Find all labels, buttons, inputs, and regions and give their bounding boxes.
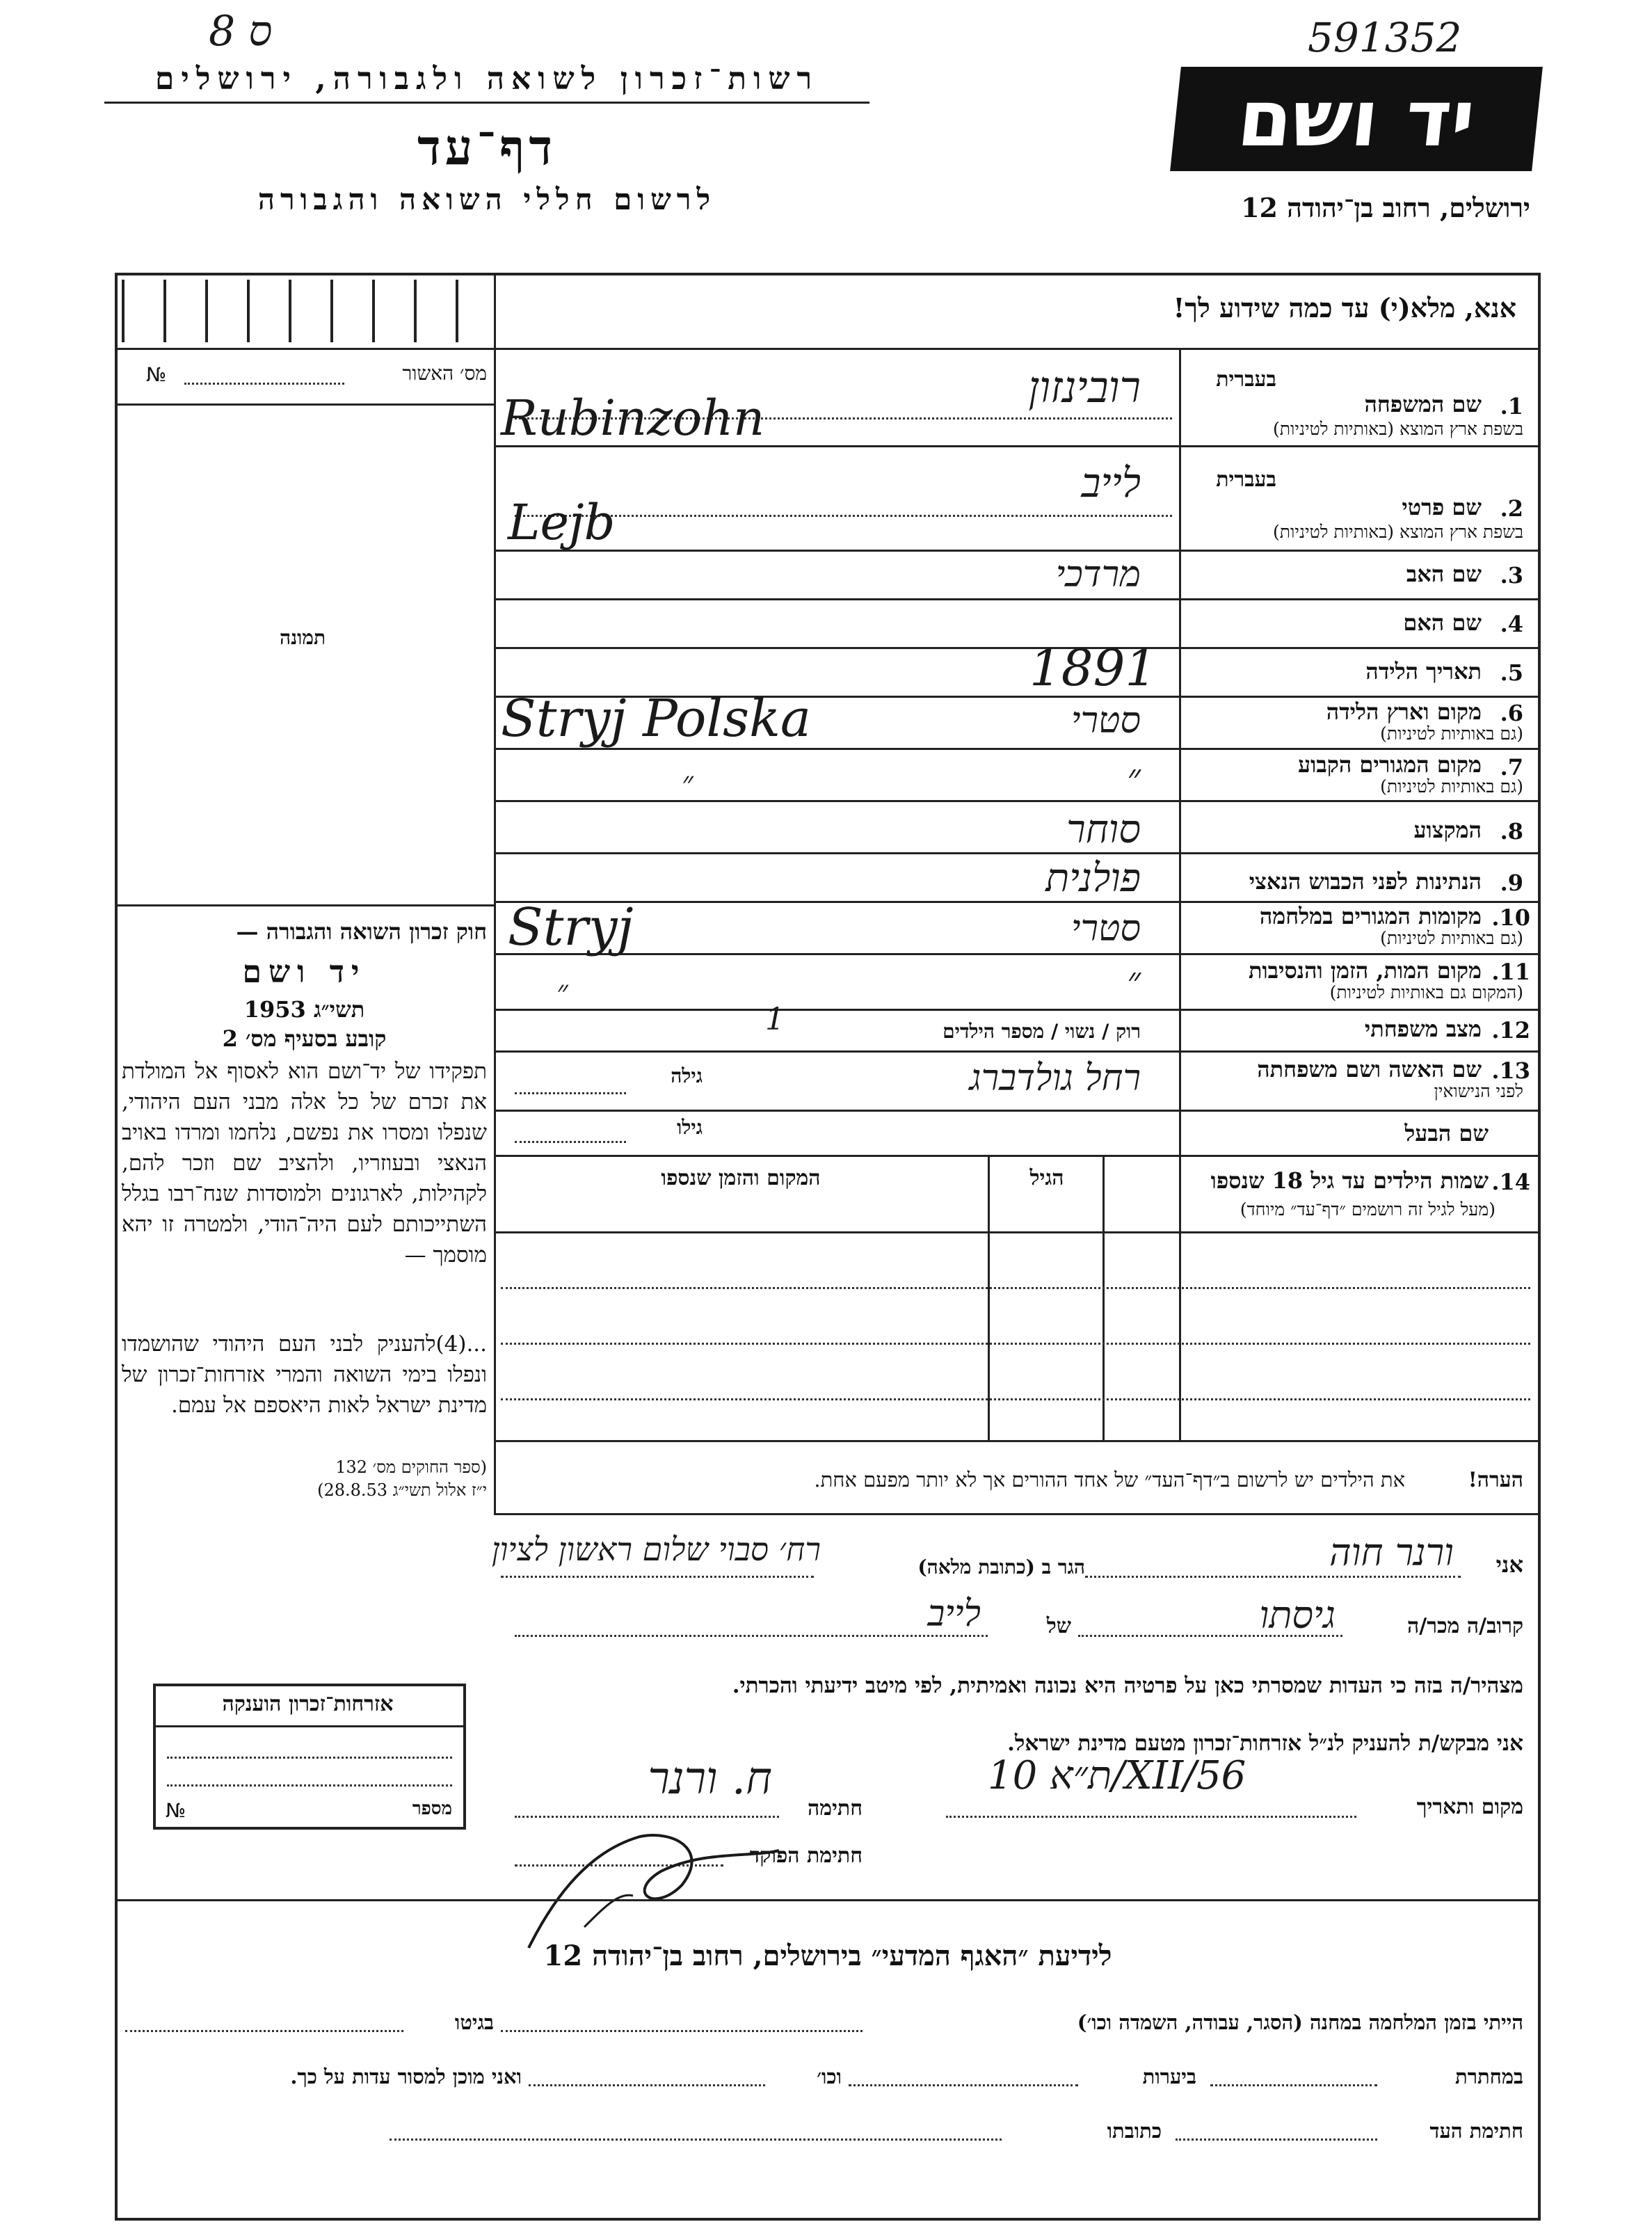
footer-line2-b: ביערות bbox=[1142, 2065, 1196, 2088]
declarant-of-label: של bbox=[1046, 1614, 1071, 1638]
row-line-4 bbox=[494, 647, 1541, 649]
row-line-11 bbox=[494, 1009, 1541, 1011]
field-11-value-latin: ״ bbox=[556, 974, 568, 1009]
label-column-divider bbox=[1179, 348, 1181, 1440]
footer-line1-dots-b bbox=[125, 2030, 403, 2032]
declare-text: מצהיר/ה בזה כי העדות שמסרתי כאן על פרטיה היא נכונה ואמיתית, לפי מיטב ידיעתי והכרתי. bbox=[732, 1673, 1523, 1698]
footer-line3-dots-b bbox=[390, 2139, 1002, 2141]
field-11-num: 11. bbox=[1491, 959, 1530, 985]
field-2-label: שם פרטי bbox=[1402, 494, 1482, 520]
handwritten-corner-left: ס 8 bbox=[209, 7, 273, 56]
photo-bottom-line bbox=[115, 904, 494, 906]
officer-label: חתימת הפוקד bbox=[749, 1844, 863, 1868]
children-col-1 bbox=[1102, 1155, 1105, 1440]
form-subtitle: לרשום חללי השואה והגבורה bbox=[257, 182, 716, 216]
law-clause: קובע בסעיף מס׳ 2 bbox=[222, 1025, 387, 1052]
law-ref-2: י״ז אלול תשי״ג 28.8.53) bbox=[317, 1480, 487, 1500]
field-13-age-label: גילה bbox=[671, 1064, 703, 1087]
citizenship-box-line-1 bbox=[153, 1725, 466, 1727]
field-1-sub: בשפת ארץ המוצא (באותיות לטיניות) bbox=[1273, 419, 1523, 439]
approval-dots bbox=[184, 383, 344, 385]
field-5-num: 5. bbox=[1500, 660, 1523, 686]
note-bottom-line bbox=[494, 1513, 1541, 1515]
declarant-resides-label: הגר ב (כתובת מלאה) bbox=[917, 1556, 1085, 1578]
children-col-place: המקום והזמן שנספו bbox=[661, 1166, 821, 1190]
field-1-value-he: רובינזון bbox=[1028, 362, 1141, 413]
address-line: ירושלים, רחוב בן־יהודה 12 bbox=[1241, 192, 1530, 223]
request-text: אני מבקש/ת להעניק לנ״ל אזרחות־זכרון מטעם מדינת ישראל. bbox=[1007, 1731, 1523, 1756]
row-line-12 bbox=[494, 1050, 1541, 1053]
field-11-value-he: ״ bbox=[1127, 960, 1141, 1002]
field-1-num: 1. bbox=[1500, 393, 1523, 419]
field-11-sub: (המקום גם באותיות לטיניות) bbox=[1329, 982, 1523, 1002]
field-13-sub: לפני הנישואין bbox=[1434, 1081, 1523, 1101]
place-date-label: מקום ותאריך bbox=[1416, 1795, 1523, 1819]
officer-signature bbox=[501, 1809, 793, 1962]
declarant-i-label: אני bbox=[1495, 1551, 1523, 1578]
field-7-value-he: ״ bbox=[1127, 757, 1141, 799]
field-13-value: רחל גולדברג bbox=[969, 1057, 1141, 1099]
approval-suffix: № bbox=[146, 363, 167, 386]
children-sub: (מעל לגיל זה רושמים ״דף־עד״ מיוחד) bbox=[1240, 1199, 1495, 1220]
field-4-label: שם האם bbox=[1403, 609, 1482, 636]
footer-line2-dots-b bbox=[849, 2084, 1078, 2086]
footer-line2-d: ואני מוכן למסור עדות על כך. bbox=[290, 2065, 522, 2088]
note-left-line bbox=[494, 1440, 496, 1513]
field-6-value-he: סטרי bbox=[1070, 700, 1141, 742]
footer-line3-a: חתימת העד bbox=[1429, 2119, 1523, 2143]
field-10-sub: (גם באותיות לטיניות) bbox=[1380, 928, 1523, 948]
handwritten-corner-right: 591352 bbox=[1308, 14, 1462, 61]
field-7-sub: (גם באותיות לטיניות) bbox=[1380, 776, 1523, 797]
field-8-num: 8. bbox=[1500, 818, 1523, 845]
field-husband-label: שם הבעל bbox=[1404, 1120, 1489, 1146]
field-2-value-latin: Lejb bbox=[508, 494, 616, 551]
field-husband-age-dots bbox=[515, 1141, 626, 1143]
field-13-label: שם האשה ושם משפחתה bbox=[1257, 1056, 1482, 1082]
field-3-value-he: מרדכי bbox=[1055, 554, 1141, 596]
declarant-address-value: רח׳ סבוי שלום ראשון לציון bbox=[491, 1530, 821, 1568]
field-1-value-latin: Rubinzohn bbox=[501, 390, 765, 447]
citizenship-box-dots-2 bbox=[167, 1784, 452, 1787]
left-panel-divider bbox=[494, 273, 496, 1441]
field-2-sub: בשפת ארץ המוצא (באותיות לטיניות) bbox=[1273, 522, 1523, 542]
note-text: את הילדים יש לרשום ב״דף־העד״ של אחד ההורים אך לא יותר מפעם אחת. bbox=[814, 1468, 1405, 1492]
row-line-13 bbox=[494, 1110, 1541, 1112]
field-5-value-he: 1891 bbox=[1029, 639, 1157, 697]
citizenship-box-dots-1 bbox=[167, 1757, 452, 1759]
law-title: חוק זכרון השואה והגבורה — bbox=[236, 918, 487, 945]
declarant-i-value: ורנר חוה bbox=[1329, 1530, 1454, 1574]
field-9-label: הנתינות לפני הכבוש הנאצי bbox=[1249, 868, 1482, 895]
field-5-label: תאריך הלידה bbox=[1365, 658, 1482, 685]
yad-vashem-logo bbox=[1170, 67, 1543, 171]
footer-line1-dots-a bbox=[501, 2030, 863, 2032]
field-13-age-dots bbox=[515, 1092, 626, 1094]
field-2-num: 2. bbox=[1500, 495, 1523, 522]
declarant-address-dots bbox=[501, 1576, 814, 1578]
row-line-3 bbox=[494, 598, 1541, 600]
field-6-sub: (גם באותיות לטיניות) bbox=[1380, 724, 1523, 744]
law-name: יד ושם bbox=[242, 954, 367, 990]
intro-text: אנא, מלא(י) עד כמה שידוע לך! bbox=[1173, 292, 1516, 323]
declarant-of-value: לייב bbox=[927, 1593, 981, 1635]
footer-line2-c: וכו׳ bbox=[817, 2065, 842, 2088]
photo-label: תמונה bbox=[279, 626, 326, 649]
children-label: שמות הילדים עד גיל 18 שנספו bbox=[1210, 1167, 1489, 1194]
children-col-2 bbox=[988, 1155, 990, 1440]
field-3-num: 3. bbox=[1500, 562, 1523, 589]
field-1-label: שם המשפחה bbox=[1364, 391, 1482, 417]
children-row-2 bbox=[501, 1343, 1530, 1345]
declarant-relative-label: קרוב/ה מכר/ה bbox=[1407, 1614, 1523, 1638]
citizenship-box-title: אזרחות־זכרון הוענקה bbox=[222, 1692, 394, 1716]
field-3-label: שם האב bbox=[1406, 561, 1482, 587]
note-label: הערה! bbox=[1468, 1468, 1523, 1492]
field-6-value-latin: Stryj Polska bbox=[501, 689, 812, 749]
place-date-value: ת״א 10/XII/56 bbox=[988, 1753, 1246, 1798]
footer-line3-b: כתובתו bbox=[1107, 2119, 1162, 2143]
field-12-value: 1 bbox=[765, 1002, 785, 1037]
field-1-hebrew-tag: בעברית bbox=[1216, 367, 1276, 392]
footer-line2-dots-a bbox=[1210, 2084, 1377, 2086]
field-6-num: 6. bbox=[1500, 700, 1523, 726]
approval-ticks bbox=[122, 280, 483, 342]
signature-value: ח. ורנר bbox=[648, 1753, 772, 1805]
approval-underline bbox=[115, 403, 494, 406]
field-4-num: 4. bbox=[1500, 611, 1523, 637]
footer-line2-dots-c bbox=[529, 2084, 765, 2086]
field-9-value-he: פולנית bbox=[1045, 856, 1141, 901]
children-row-1 bbox=[501, 1287, 1530, 1289]
field-8-label: המקצוע bbox=[1413, 817, 1482, 843]
field-10-value-he: סטרי bbox=[1070, 908, 1141, 950]
footer-line2-a: במחתרת bbox=[1455, 2065, 1523, 2088]
note-top-line bbox=[494, 1440, 1541, 1442]
law-ref-1: (ספר החוקים מס׳ 132 bbox=[335, 1457, 487, 1477]
top-row-line bbox=[115, 348, 1541, 350]
children-col-age: הגיל bbox=[1029, 1166, 1064, 1190]
row-line-7 bbox=[494, 800, 1541, 802]
field-10-value-latin: Stryj bbox=[508, 897, 634, 957]
field-2-value-he: לייב bbox=[1081, 459, 1141, 506]
law-year: תשי״ג 1953 bbox=[243, 996, 365, 1023]
row-line-14 bbox=[494, 1155, 1541, 1157]
citizenship-box-suffix: № bbox=[166, 1799, 186, 1822]
logo-text: יד ושם bbox=[1233, 74, 1479, 164]
row-line-8 bbox=[494, 852, 1541, 854]
field-husband-age-label: גילו bbox=[677, 1116, 703, 1139]
footer-line1-a: הייתי בזמן המלחמה במחנה (הסגר, עבודה, השמדה וכו׳) bbox=[1077, 2011, 1523, 2034]
footer-title: לידיעת ״האגף המדעי״ בירושלים, רחוב בן־יהודה 12 bbox=[543, 1940, 1112, 1972]
field-12-label: מצב משפחתי bbox=[1364, 1016, 1482, 1042]
children-row-3 bbox=[501, 1398, 1530, 1400]
place-date-dots bbox=[946, 1816, 1356, 1818]
citizenship-box-number: מספר bbox=[412, 1798, 452, 1819]
footer-top-line bbox=[115, 1899, 1541, 1901]
field-7-label: מקום המגורים הקבוע bbox=[1298, 751, 1482, 778]
field-6-label: מקום וארץ הלידה bbox=[1326, 698, 1482, 725]
declarant-relation-value: גיסתו bbox=[1259, 1593, 1336, 1637]
org-line: רשות־זכרון לשואה ולגבורה, ירושלים bbox=[154, 61, 819, 97]
field-8-value-he: סוחר bbox=[1066, 807, 1141, 852]
field-12-options: רוק / נשוי / מספר הילדים bbox=[943, 1020, 1141, 1043]
footer-line3-dots-a bbox=[1176, 2139, 1377, 2141]
field-9-num: 9. bbox=[1500, 870, 1523, 896]
children-num: 14. bbox=[1491, 1169, 1530, 1195]
field-13-num: 13. bbox=[1491, 1057, 1530, 1084]
field-2-hebrew-tag: בעברית bbox=[1216, 467, 1276, 492]
law-text-2: ...(4)להעניק לבני העם היהודי שהושמדו ונפלו בימי השואה והמרי אזרחות־זכרון של מדינת ישראל לאות היאספם אל עמם. bbox=[122, 1332, 487, 1418]
signature-label: חתימה bbox=[808, 1796, 863, 1821]
field-7-num: 7. bbox=[1500, 754, 1523, 781]
org-underline bbox=[104, 102, 869, 104]
declarant-of-dots bbox=[515, 1635, 988, 1637]
field-7-value-latin: ״ bbox=[682, 765, 693, 801]
children-header-line bbox=[494, 1231, 1541, 1233]
law-text: תפקידו של יד־ושם הוא לאסוף אל המולדת את זכרם של כל אלה מבני העם היהודי, שנפלו ומסרו את נפשם, נלחמו ומרדו באויב הנאצי ובעוזריו, ולהציב שם וזכר להם, לקהילות, לארגונים ולמוסדות שנח־רבו בגלל השתייכותם לעם היה־הודי, ולמטרה זו יהא מוסמך — bbox=[122, 1059, 487, 1268]
approval-label: מס׳ האשור bbox=[402, 362, 487, 385]
field-11-label: מקום המות, הזמן והנסיבות bbox=[1248, 957, 1482, 984]
field-12-num: 12. bbox=[1491, 1017, 1530, 1044]
field-10-num: 10. bbox=[1491, 904, 1530, 931]
form-title: דף־עד bbox=[417, 118, 556, 176]
footer-line1-b: בגיטו bbox=[454, 2011, 494, 2034]
field-10-label: מקומות המגורים במלחמה bbox=[1259, 903, 1482, 929]
declarant-i-dots bbox=[1085, 1576, 1461, 1578]
